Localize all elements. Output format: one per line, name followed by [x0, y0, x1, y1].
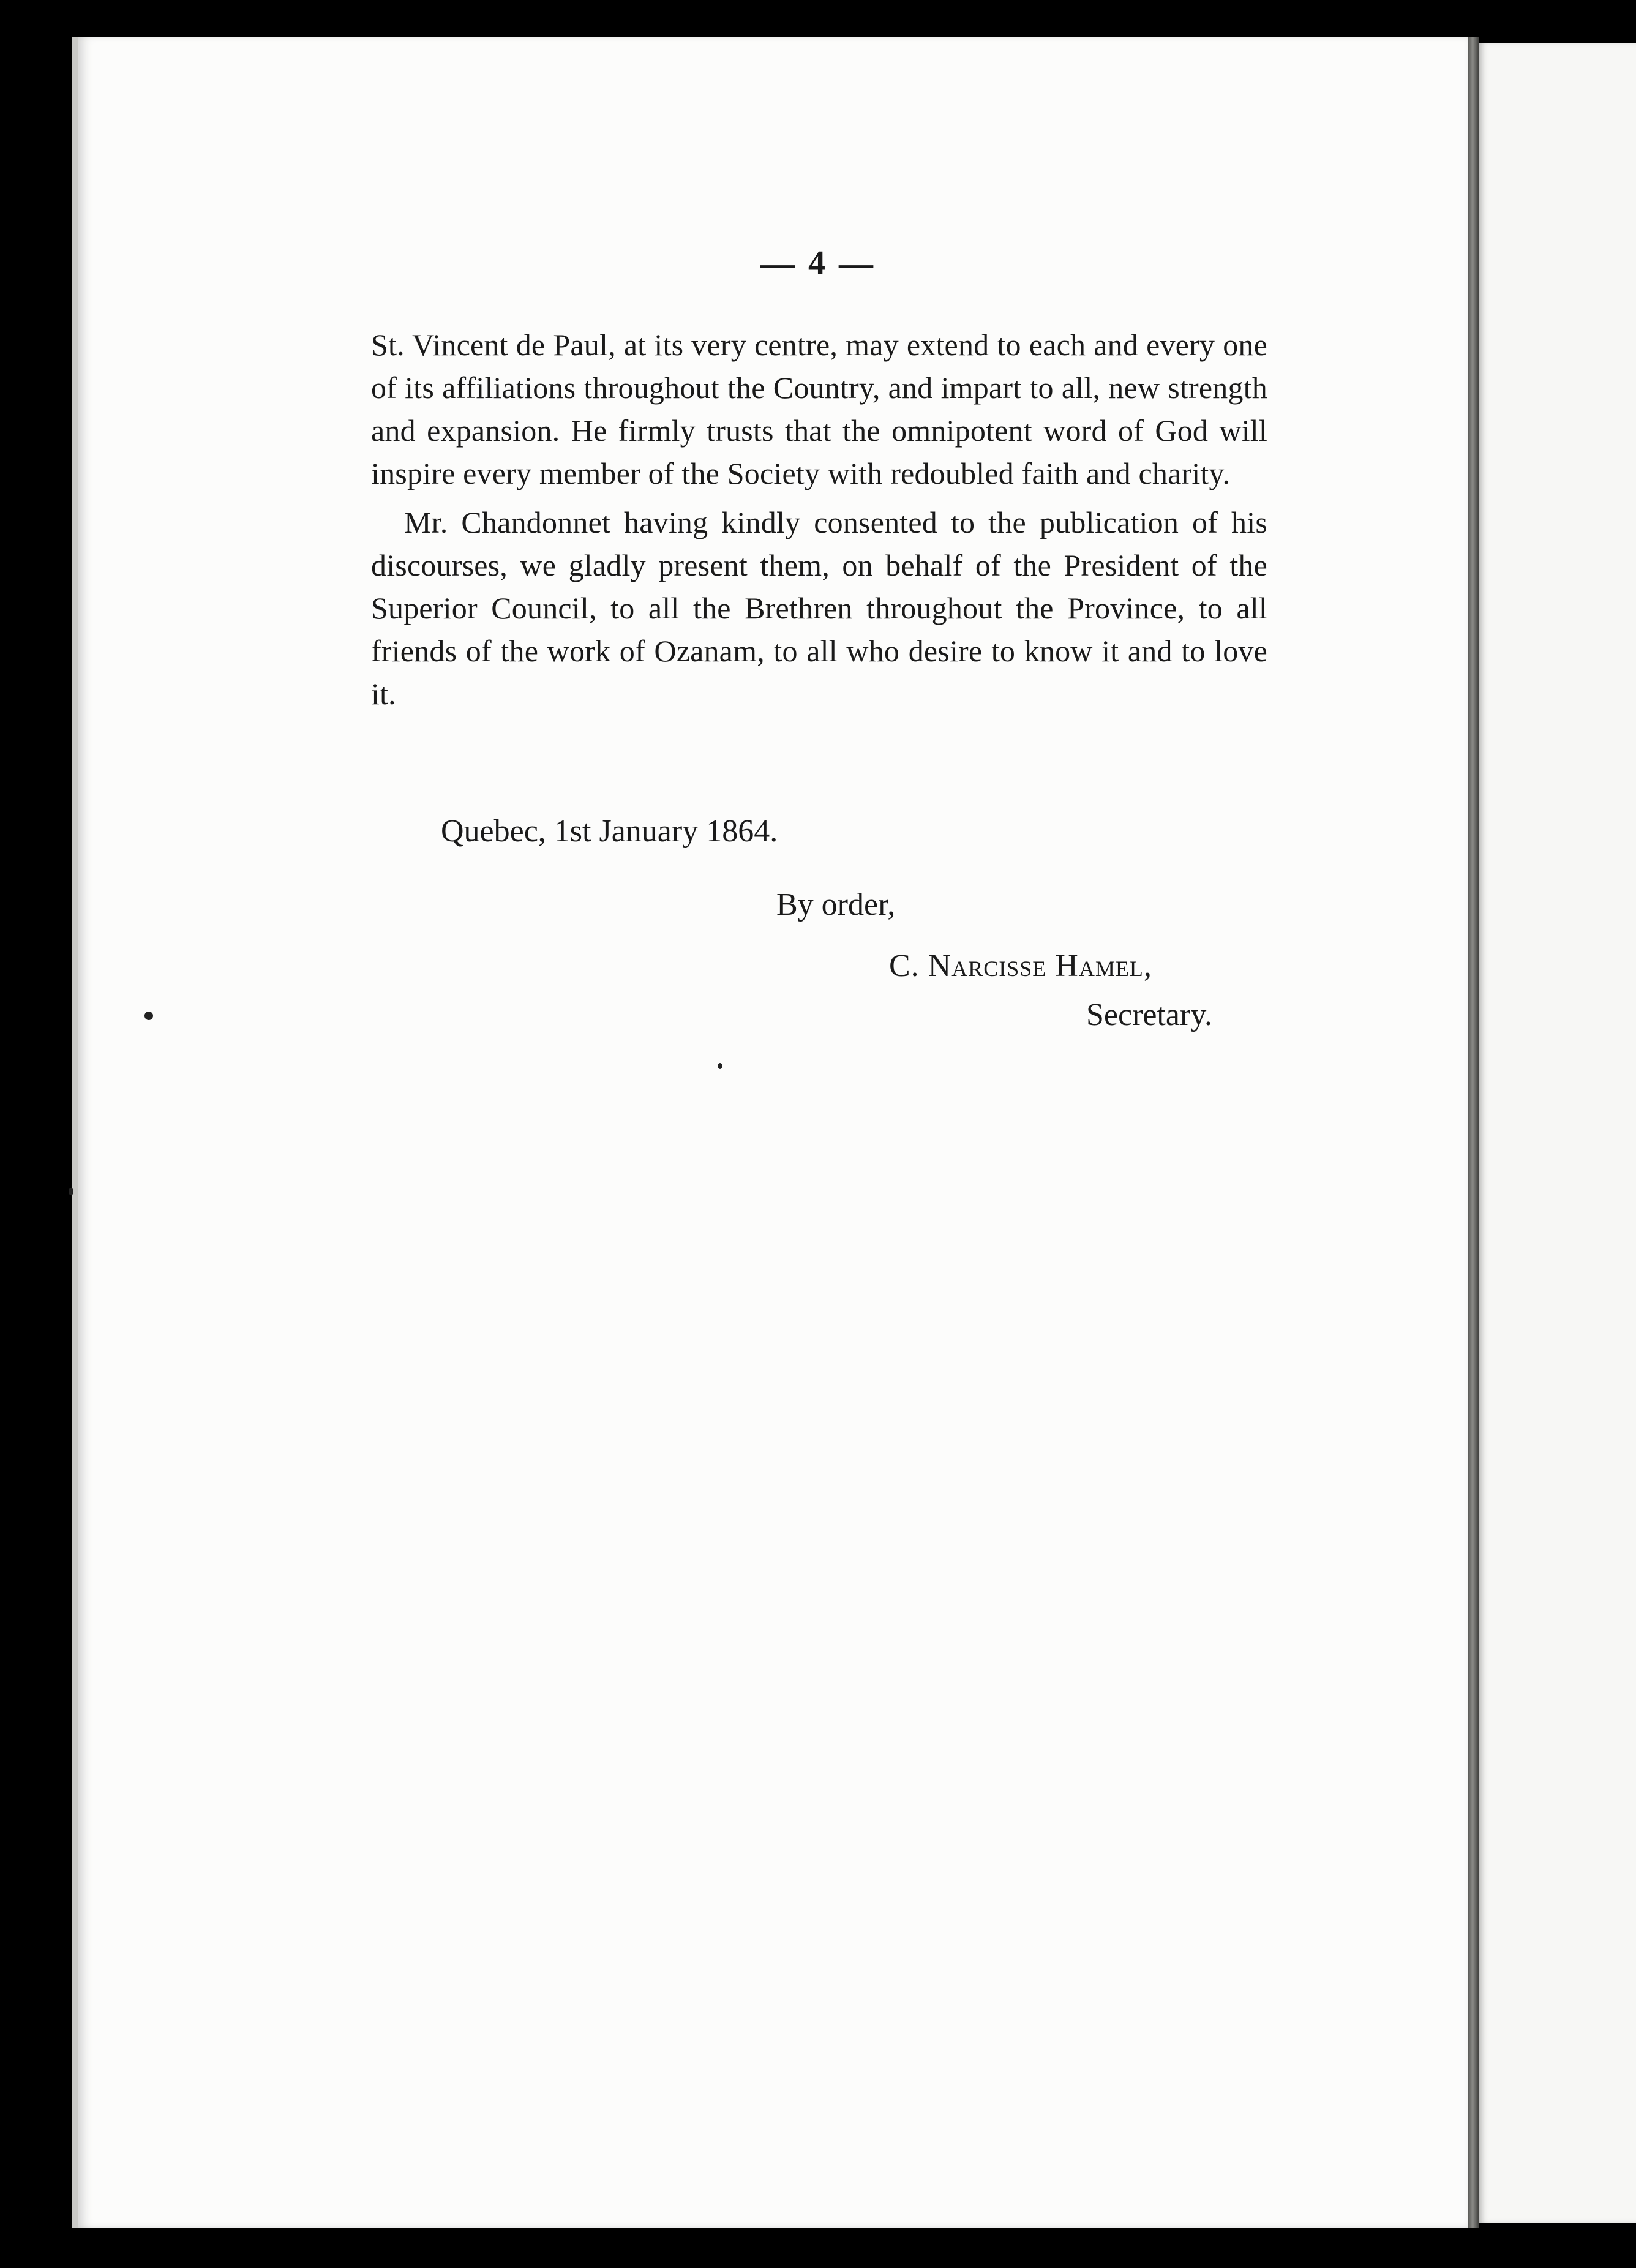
scan-speck — [69, 1188, 73, 1195]
body-text — [371, 323, 1267, 715]
page-number: — 4 — — [760, 244, 876, 282]
scan-speck — [718, 1063, 722, 1069]
signatory-name: C. Narcisse Hamel, — [889, 948, 1152, 983]
scan-speck — [144, 1012, 153, 1020]
adjacent-page-edge — [1479, 43, 1636, 2223]
paragraph-2: Mr. Chandonnet having kindly consented to the publication of his discourses, we gladly present them, on behalf of the President of the Superior Council, to all the Brethren throughout the Province, to all friends of the work of Ozanam, to all who desire to know it and to love it. — [371, 505, 1267, 711]
place-and-date: Quebec, 1st January 1864. — [441, 814, 778, 849]
paragraph-1: St. Vincent de Paul, at its very centre, may extend to each and every one of its affiliations throughout the Country, and impart to all, new strength and expansion. He firmly trusts that the omnipotent word of God will inspire every member of the Society with redoubled faith and charity. — [371, 328, 1267, 490]
signatory-role: Secretary. — [1086, 997, 1212, 1032]
closing-line: By order, — [776, 887, 896, 922]
page-gutter — [1468, 37, 1479, 2228]
